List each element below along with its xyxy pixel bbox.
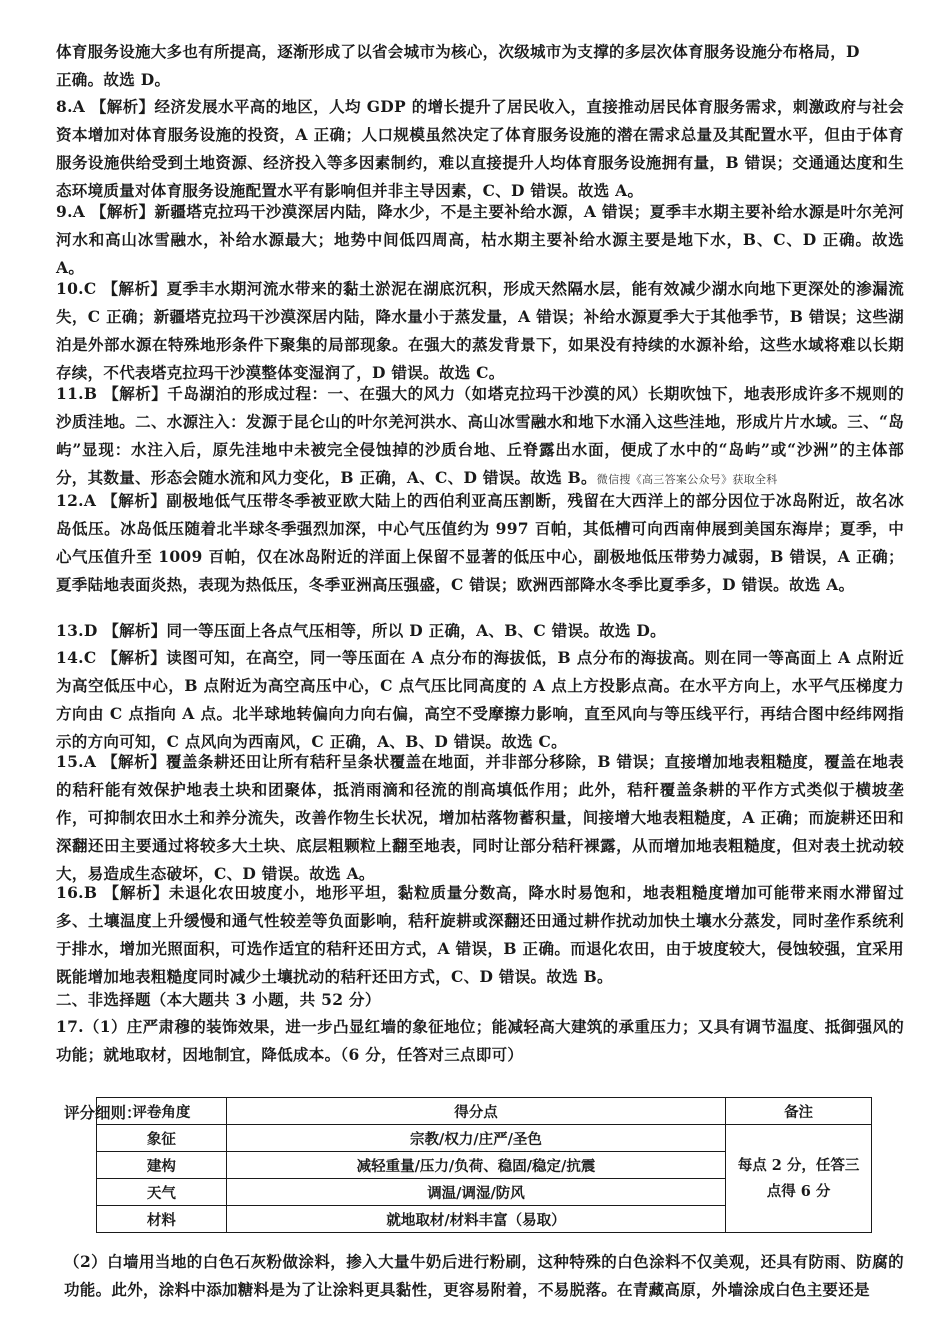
q16-number: 16. <box>56 883 84 902</box>
table-cell: 材料 <box>97 1206 227 1233</box>
q9-text: 新疆塔克拉玛干沙漠深居内陆，降水少，不是主要补给水源，A 错误；夏季丰水期主要补给水源是叶尔羌河河水和高山冰雪融水，补给水源最大；地势中间低四周高，枯水期主要补给水源主要是地下水，B、C、D 正确。故选 A。 <box>56 202 905 277</box>
table-note-cell: 每点 2 分，任答三点得 6 分 <box>726 1125 872 1233</box>
question-9 <box>56 198 904 282</box>
q15-text: 覆盖条耕还田让所有秸秆呈条状覆盖在地面，并非部分移除，B 错误；直接增加地表粗糙度，覆盖在地表的秸秆能有效保护地表土块和团聚体，抵消雨滴和径流的削高填低作用；此外，秸秆覆盖条耕的平作方式类似于横坡垄作，可抑制农田水土和养分流失，改善作物生长状况，增加枯落物蓄积量，间接增大地表粗糙度，A 正确；而旋耕还田和深翻还田主要通过将较多大土块、底层粗颗粒上翻至地表，同时让部分秸秆裸露，从而增加地表粗糙度，但对表土扰动较大，易造成生态破坏，C、D 错误。故选 A。 <box>56 752 904 883</box>
section-2-heading: 二、非选择题（本大题共 3 小题，共 52 分） <box>56 990 381 1009</box>
table-cell: 减轻重量/压力/负荷、稳固/稳定/抗震 <box>226 1152 725 1179</box>
q11-answer: B <box>83 384 98 403</box>
watermark-text: 微信搜《高三答案公众号》获取全科 <box>596 473 778 486</box>
q14-number: 14. <box>56 648 84 667</box>
q11-text: 千岛湖泊的形成过程：一、在强大的风力（如塔克拉玛干沙漠的风）长期吹蚀下，地表形成许多不规则的沙质洼地。二、水源注入：发源于昆仑山的叶尔羌河洪水、高山冰雪融水和地下水涌入这些洼地，形成片片水域。三、“岛屿”显现：水注入后，原先洼地中未被完全侵蚀掉的沙质台地、丘脊露出水面，便成了水中的“岛屿”或“沙洲”的主体部分，其数量、形态会随水流和风力变化，B 正确，A、C、D 错误。故选 B。 <box>56 384 904 487</box>
q13-number: 13. <box>56 621 84 640</box>
q10-tag: 【解析】 <box>102 279 167 298</box>
table-header: 得分点 <box>226 1098 725 1125</box>
q12-number: 12. <box>56 491 84 510</box>
grading-label: 评分细则： <box>64 1103 142 1122</box>
q10-text: 夏季丰水期河流水带来的黏土淤泥在湖底沉积，形成天然隔水层，能有效减少湖水向地下更深处的渗漏流失，C 正确；新疆塔克拉玛干沙漠深居内陆，降水量小于蒸发量，A 错误；补给水源夏季大于其他季节，B 错误；这些湖泊是外部水源在特殊地形条件下聚集的局部现象。在强大的蒸发背景下，如果没有持续的水源补给，这些水域将难以长期存续，不代表塔克拉玛干沙漠整体变湿润了，D 错误。故选 C。 <box>56 279 905 382</box>
table-cell: 象征 <box>97 1125 227 1152</box>
q9-tag: 【解析】 <box>90 202 155 221</box>
table-header-row <box>97 1098 872 1125</box>
q16-tag: 【解析】 <box>103 883 169 902</box>
q10-answer: C <box>83 279 97 298</box>
q14-answer: C <box>83 648 97 667</box>
q12-answer: A <box>83 491 97 510</box>
q8-answer: A <box>72 97 86 116</box>
q15-answer: A <box>83 752 97 771</box>
question-15 <box>56 748 904 888</box>
q9-number: 9. <box>56 202 73 221</box>
q15-number: 15. <box>56 752 84 771</box>
table-cell: 就地取材/材料丰富（易取） <box>226 1206 725 1233</box>
question-16 <box>56 879 904 991</box>
q11-tag: 【解析】 <box>103 384 168 403</box>
q17-part1-text: （1）庄严肃穆的装饰效果，进一步凸显红墙的象征地位；能减轻高大建筑的承重压力；又具有调节温度、抵御强风的功能；就地取材，因地制宜，降低成本。（6 分，任答对三点即可） <box>56 1017 904 1064</box>
table-cell: 宗教/权力/庄严/圣色 <box>226 1125 725 1152</box>
q16-text: 未退化农田坡度小，地形平坦，黏粒质量分数高，降水时易饱和，地表粗糙度增加可能带来雨水滞留过多、土壤温度上升缓慢和通气性较差等负面影响，秸秆旋耕或深翻还田通过耕作扰动加快土壤水分蒸发，同时垄作系统利于排水，增加光照面积，可选作适宜的秸秆还田方式，A 错误，B 正确。而退化农田，由于坡度较大，侵蚀较强，宜采用既能增加地表粗糙度同时减少土壤扰动的秸秆还田方式，C、D 错误。故选 B。 <box>56 883 904 986</box>
question-10 <box>56 275 904 387</box>
table-cell: 调温/调湿/防风 <box>226 1179 725 1206</box>
table-header: 备注 <box>726 1098 872 1125</box>
grading-table <box>96 1097 872 1233</box>
q13-text: 同一等压面上各点气压相等，所以 D 正确，A、B、C 错误。故选 D。 <box>166 621 666 640</box>
table-cell: 天气 <box>97 1179 227 1206</box>
table-row <box>97 1125 872 1152</box>
intro-line-2: 正确。故选 D。 <box>56 70 171 89</box>
q9-answer: A <box>72 202 86 221</box>
question-12 <box>56 487 904 599</box>
question-14 <box>56 644 904 756</box>
q11-number: 11. <box>56 384 84 403</box>
q16-answer: B <box>83 883 98 902</box>
q14-text: 读图可知，在高空，同一等压面在 A 点分布的海拔低，B 点分布的海拔高。则在同一等高面上 A 点附近为高空低压中心，B 点附近为高空高压中心，C 点气压比同高度的 A 点上方投影点高。在水平方向上，水平气压梯度力方向由 C 点指向 A 点。北半球地转偏向力向右偏，高空不受摩擦力影响，直至风向与等压线平行，再结合图中经纬网指示的方向可知，C 点风向为西南风，C 正确，A、B、D 错误。故选 C。 <box>56 648 905 751</box>
question-17-part-1 <box>56 1013 904 1069</box>
q12-text: 副极地低气压带冬季被亚欧大陆上的西伯利亚高压割断，残留在大西洋上的部分因位于冰岛附近，故名冰岛低压。冰岛低压随着北半球冬季强烈加深，中心气压值约为 997 百帕，其低槽可向西南伸展到美国东海岸；夏季，中心气压值升至 1009 百帕，仅在冰岛附近的洋面上保留不显著的低压中心，副极地低压带势力减弱，B 错误，A 正确；夏季陆地表面炎热，表现为热低压，冬季亚洲高压强盛，C 错误；欧洲西部降水冬季比夏季多，D 错误。故选 A。 <box>56 491 905 594</box>
question-17-part-2: （2）白墙用当地的白色石灰粉做涂料，掺入大量牛奶后进行粉刷，这种特殊的白色涂料不仅美观，还具有防雨、防腐的功能。此外，涂料中添加糖料是为了让涂料更具黏性，更容易附着，不易脱落。在青藏高原，外墙涂成白色主要还是 <box>64 1252 904 1299</box>
q10-number: 10. <box>56 279 84 298</box>
q13-tag: 【解析】 <box>103 621 167 640</box>
q14-tag: 【解析】 <box>102 648 167 667</box>
q12-tag: 【解析】 <box>102 491 167 510</box>
table-header: 评卷角度 <box>97 1098 227 1125</box>
para-intro <box>56 38 904 94</box>
q15-tag: 【解析】 <box>102 752 166 771</box>
q8-tag: 【解析】 <box>90 97 155 116</box>
question-8 <box>56 93 904 205</box>
q8-number: 8. <box>56 97 73 116</box>
q8-text: 经济发展水平高的地区，人均 GDP 的增长提升了居民收入，直接推动居民体育服务需求，刺激政府与社会资本增加对体育服务设施的投资，A 正确；人口规模虽然决定了体育服务设施的潜在需求总量及其配置水平，但由于体育服务设施供给受到土地资源、经济投入等多因素制约，难以直接提升人均体育服务设施拥有量，B 错误；交通通达度和生态环境质量对体育服务设施配置水平有影响但并非主导因素，C、D 错误。故选 A。 <box>56 97 904 200</box>
q13-answer: D <box>83 621 98 640</box>
question-13 <box>56 617 904 645</box>
intro-line-1: 体育服务设施大多也有所提高，逐渐形成了以省会城市为核心，次级城市为支撑的多层次体育服务设施分布格局，D <box>56 42 860 61</box>
question-11 <box>56 380 904 494</box>
table-cell: 建构 <box>97 1152 227 1179</box>
q17-number: 17. <box>56 1017 84 1036</box>
